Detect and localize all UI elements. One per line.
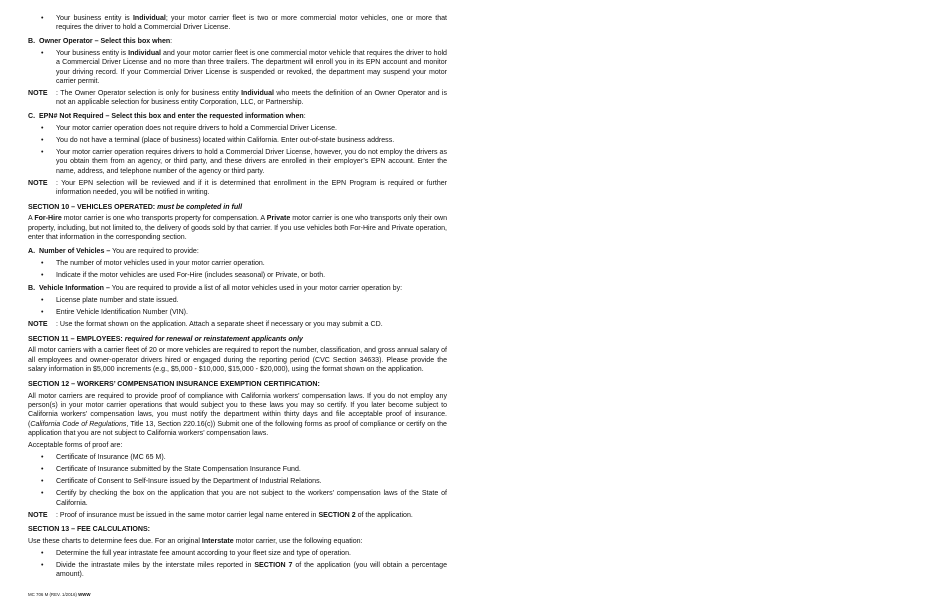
list-item: • Divide the intrastate miles by the interstate miles reported in SECTION 7 of the application (you will obtain a percentage amount). <box>28 561 447 580</box>
note: NOTE : The Owner Operator selection is only for business entity Individual who meets the definition of an Owner Operator and is not an applicable selection for business entity Corporation, LLC, or Partnership. <box>28 90 448 107</box>
note: NOTE : Use the format shown on the application. Attach a separate sheet if necessary or you may submit a CD. <box>28 321 383 329</box>
section-11-heading: SECTION 11 – EMPLOYEES: required for renewal or reinstatement applicants only <box>28 335 303 343</box>
list-item: • Determine the full year intrastate fee amount according to your fleet size and type of operation. <box>28 549 447 558</box>
list-item: • You do not have a terminal (place of business) located within California. Enter out-of-state business address. <box>28 136 447 145</box>
epn-not-required-heading: C. EPN# Not Required – Select this box and enter the requested information when: <box>28 113 306 121</box>
section-10-intro: A For-Hire motor carrier is one who transports property for compensation. A Private motor carrier is one who transports only their own property, including, but not limited to, the delivery of goods sold by that carrier. If you use vehicles both For-Hire and Private operation, enter that information in the corresponding section. <box>28 215 448 242</box>
owner-operator-heading: B. Owner Operator – Select this box when: <box>28 38 173 45</box>
section-13-intro: Use these charts to determine fees due. For an original Interstate motor carrier, use the following equation: <box>28 538 363 546</box>
bullet-list <box>28 124 447 176</box>
section-12-heading: SECTION 12 – WORKERS’ COMPENSATION INSURANCE EXEMPTION CERTIFICATION: <box>28 380 320 388</box>
list-item: • Your business entity is Individual and your motor carrier fleet is one commercial motor vehicle that requires the driver to hold a Commercial Driver License and no more than three trailers. The department will enroll you in its EPN account and monitor your driving record. If your Commercial Driver License is suspended or revoked, the department may suspend your motor carrier permit. <box>28 49 447 87</box>
section-11-text: All motor carriers with a carrier fleet of 20 or more vehicles are required to report the number, classification, and gross annual salary of all employees and owner-operator drivers hired or engaged during the reporting period (CVC Section 34633). Please provide the salary information in $5,000 increments (e.g., $5,000 - $10,000, $15,000 - $20,000), using the format shown on the application. <box>28 347 447 374</box>
note: NOTE : Proof of insurance must be issued in the same motor carrier legal name entered in SECTION 2 of the application. <box>28 511 413 519</box>
note: NOTE : Your EPN selection will be reviewed and if it is determined that enrollment in the EPN Program is required or further information needed, you will be notified in writing. <box>28 179 447 197</box>
bullet-list <box>28 14 447 33</box>
bullet-list <box>28 453 447 508</box>
list-item: • Certify by checking the box on the application that you are not subject to the workers’ compensation laws of the State of California. <box>28 489 447 508</box>
list-item: • License plate number and state issued. <box>28 296 447 305</box>
list-item: • Certificate of Insurance (MC 65 M). <box>28 453 447 462</box>
bullet-list <box>28 259 447 280</box>
acceptable-forms-label: Acceptable forms of proof are: <box>28 442 123 450</box>
list-item: • Your business entity is Individual; your motor carrier fleet is two or more commercial motor vehicles, one or more that requires the driver to hold a Commercial Driver License. <box>28 14 447 33</box>
section-13-heading: SECTION 13 – FEE CALCULATIONS: <box>28 526 151 534</box>
list-item: • Your motor carrier operation requires drivers to hold a Commercial Driver License, however, you do not employ the drivers as you obtain them from an agency, or third party, and these drivers are enrolled in their employer’s EPN account. Enter the name, address, and telephone number of the agency or third party. <box>28 148 447 176</box>
document-page <box>28 14 447 582</box>
bullet-list <box>28 549 447 580</box>
list-item: • Certificate of Insurance submitted by the State Compensation Insurance Fund. <box>28 465 447 474</box>
section-10-heading: SECTION 10 – VEHICLES OPERATED: must be completed in full <box>28 203 243 211</box>
list-item: • The number of motor vehicles used in your motor carrier operation. <box>28 259 447 268</box>
bullet-list <box>28 296 447 317</box>
vehicle-information-heading: B. Vehicle Information – You are required to provide a list of all motor vehicles used in your motor carrier operation by: <box>28 285 403 293</box>
list-item: • Your motor carrier operation does not require drivers to hold a Commercial Driver License. <box>28 124 447 133</box>
number-of-vehicles-heading: A. Number of Vehicles – You are required to provide: <box>28 247 199 255</box>
form-footer: MC 706 M (REV. 1/2016) WWW <box>28 592 91 597</box>
section-12-text: All motor carriers are required to provide proof of compliance with California workers’ compensation laws. If you do not employ any person(s) in your motor carrier operations that would subject you to these laws you may so certify. If you later become subject to California workers’ compensation laws, you must notify the department within thirty days and file acceptable proof of insurance. (California Code of Regulations, Title 13, Section 220.16(c)) Submit one of the following forms as proof of compliance or certify on the application that you are not subject to California workers’ compensation laws. <box>28 392 447 438</box>
list-item: • Indicate if the motor vehicles are used For-Hire (includes seasonal) or Private, or both. <box>28 271 447 280</box>
bullet-list <box>28 49 447 87</box>
list-item: • Certificate of Consent to Self-Insure issued by the Department of Industrial Relations. <box>28 477 447 486</box>
list-item: • Entire Vehicle Identification Number (VIN). <box>28 308 447 317</box>
